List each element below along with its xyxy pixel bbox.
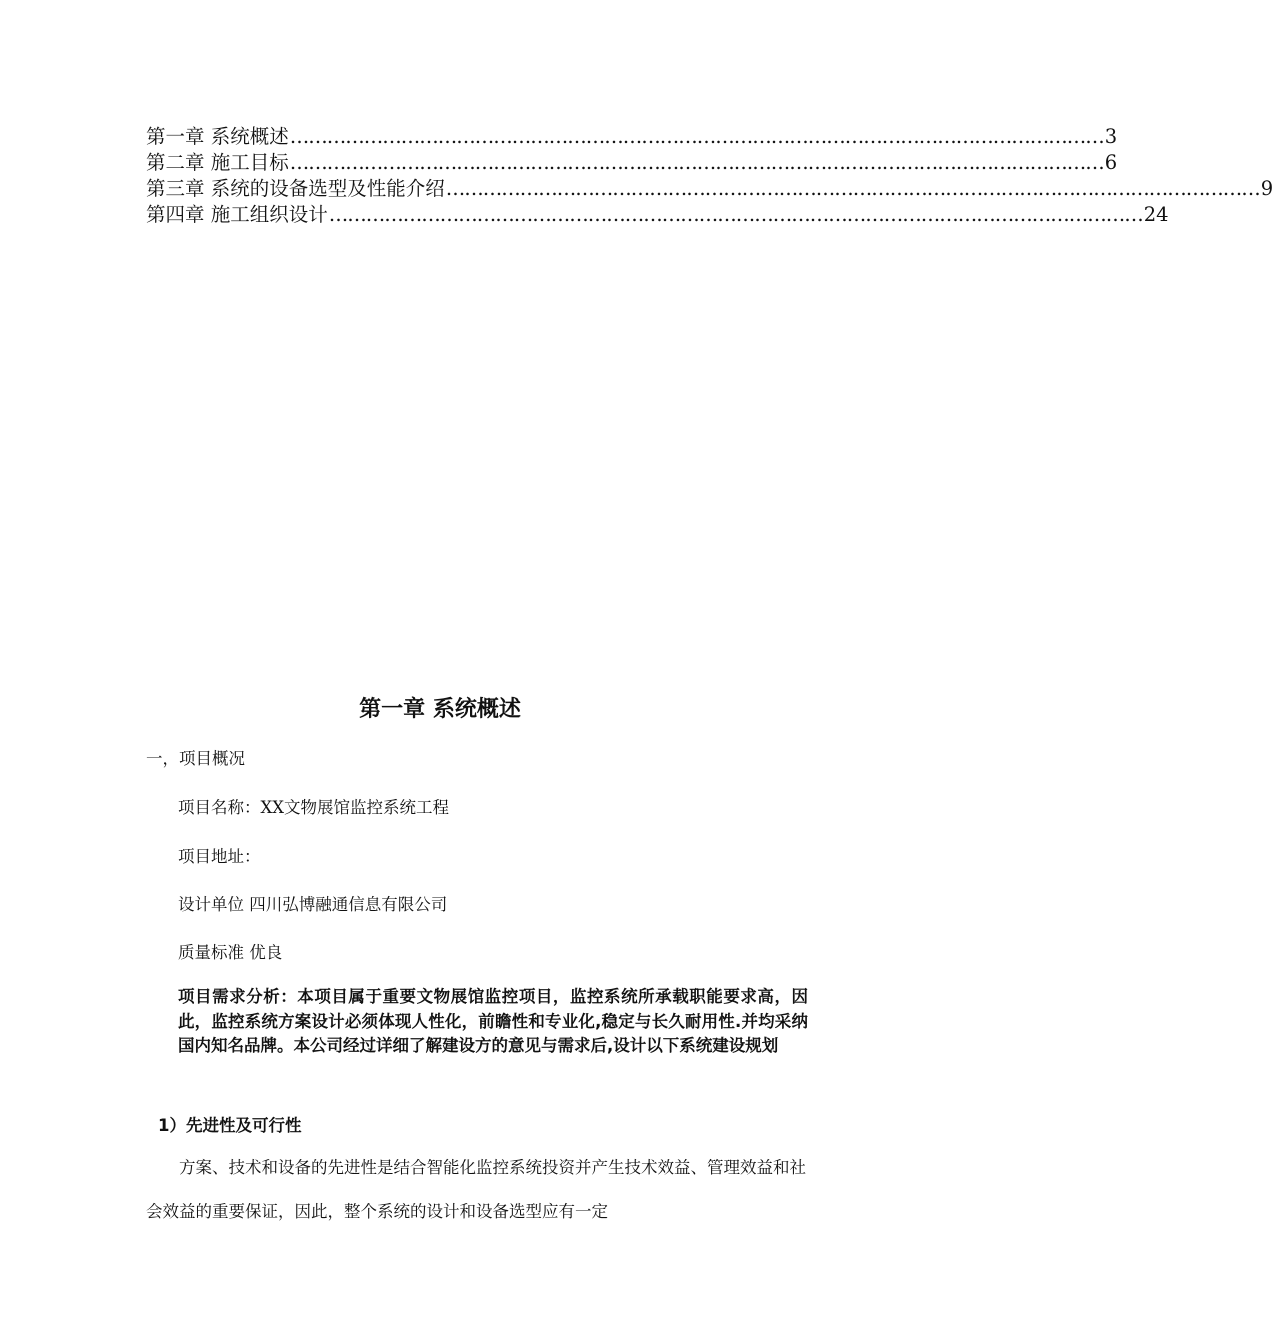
body-paragraph: 方案、技术和设备的先进性是结合智能化监控系统投资并产生技术效益、管理效益和社会效益的重要保证，因此，整个系统的设计和设备选型应有一定 — [146, 1158, 806, 1221]
toc-entry-3[interactable] — [146, 176, 1273, 202]
toc-entry-title: 第二章 施工目标 — [146, 151, 289, 174]
project-address-field: 项目地址： — [178, 847, 261, 866]
quality-standard-field: 质量标准 优良 — [178, 943, 283, 962]
chapter-title: 第一章 系统概述 — [359, 697, 521, 722]
toc-entry-page: 6 — [1104, 151, 1118, 174]
toc-leader-dots: …………………………………………………………………………………………………………………… — [328, 203, 1143, 226]
toc-leader-dots: …………………………………………………………………………………………………………………… — [289, 151, 1104, 174]
toc-entry-page: 24 — [1143, 203, 1169, 226]
table-of-contents — [146, 124, 1273, 228]
toc-entry-4[interactable] — [146, 202, 1169, 228]
design-unit-field: 设计单位 四川弘博融通信息有限公司 — [178, 895, 448, 914]
toc-entry-1[interactable] — [146, 124, 1118, 150]
subsection-heading: 1）先进性及可行性 — [158, 1116, 302, 1135]
toc-leader-dots: …………………………………………………………………………………………………………………… — [445, 177, 1260, 200]
toc-entry-page: 3 — [1104, 125, 1118, 148]
toc-entry-title: 第一章 系统概述 — [146, 125, 289, 148]
toc-entry-2[interactable] — [146, 150, 1118, 176]
toc-entry-title: 第四章 施工组织设计 — [146, 203, 328, 226]
section-heading: 一，项目概况 — [146, 749, 245, 768]
toc-leader-dots: …………………………………………………………………………………………………………………… — [289, 125, 1104, 148]
toc-entry-page: 9 — [1260, 177, 1273, 200]
requirements-analysis: 项目需求分析：本项目属于重要文物展馆监控项目，监控系统所承载职能要求高，因此，监控系统方案设计必须体现人性化，前瞻性和专业化,稳定与长久耐用性.并均采纳国内知名品牌。本公司经过详细了解建设方的意见与需求后,设计以下系统建设规划 — [178, 987, 808, 1055]
toc-entry-title: 第三章 系统的设备选型及性能介绍 — [146, 177, 445, 200]
project-name-field: 项目名称：XX文物展馆监控系统工程 — [178, 798, 449, 817]
